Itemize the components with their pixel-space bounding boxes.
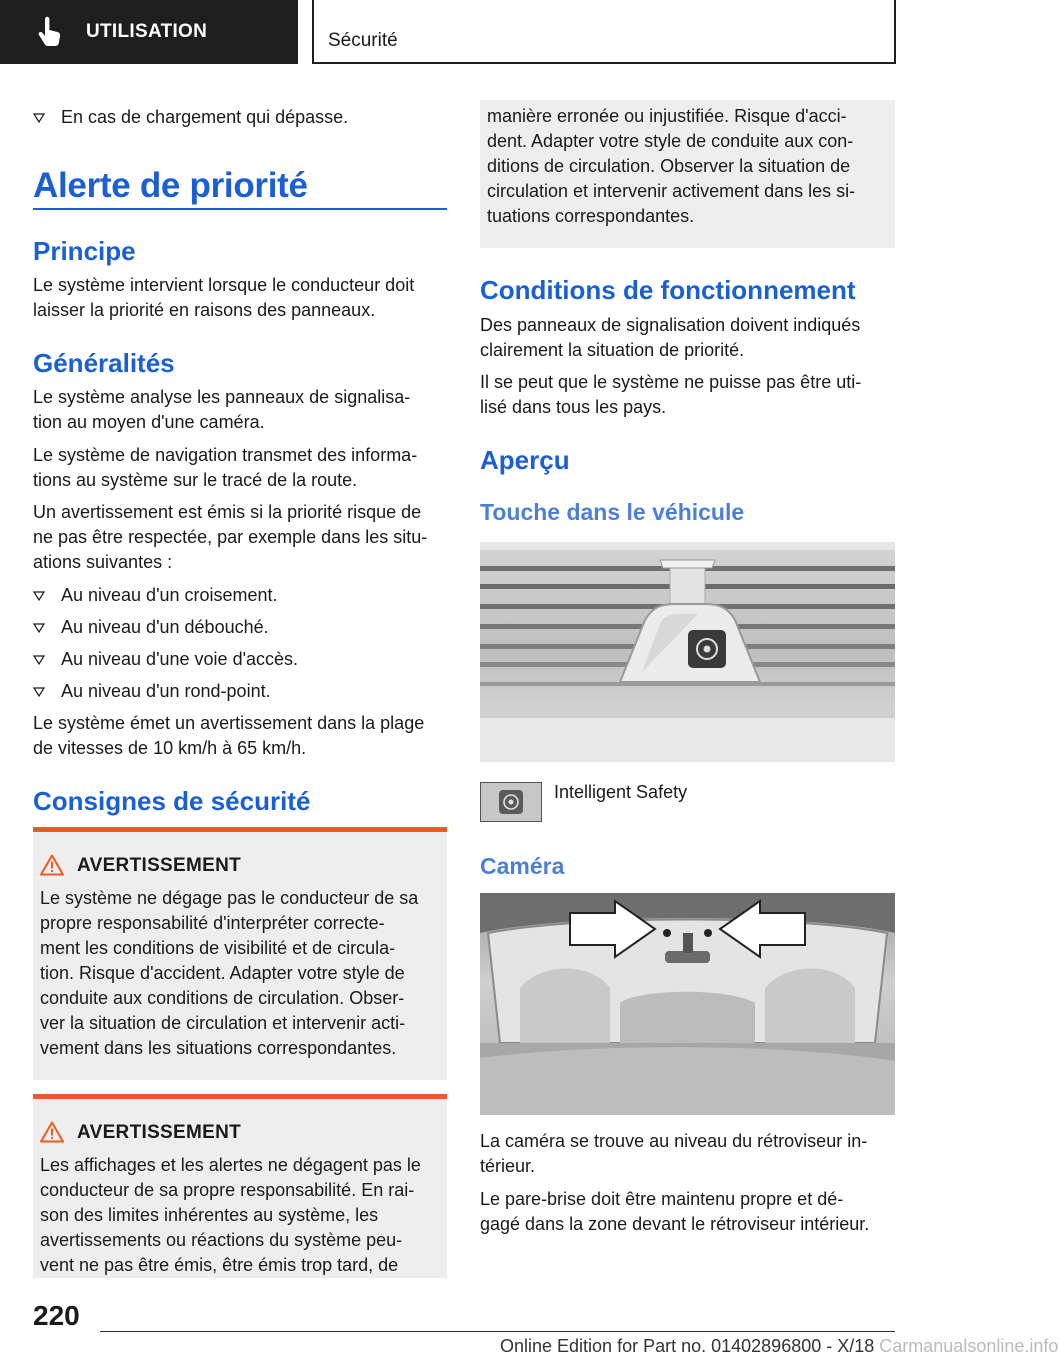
paragraph-generalites-4: Le système émet un avertissement dans la plage de vitesses de 10 km/h à 65 km/h. — [33, 713, 425, 758]
section-tab — [0, 0, 298, 64]
title-divider — [33, 208, 447, 210]
heading-generalites: Généralités — [33, 348, 175, 378]
heading-touche: Touche dans le véhicule — [480, 499, 745, 525]
section-label: UTILISATION — [86, 21, 208, 42]
button-label: Intelligent Safety — [554, 782, 688, 802]
warning-text: Les affichages et les alertes ne dégagent pas le conducteur de sa propre responsabilité. En rai‐ son des limites inhérentes au système, les avertissements ou réactions du système peu‐ vent ne pas être émis, être émis trop tard, de — [40, 1155, 421, 1275]
heading-camera: Caméra — [480, 853, 565, 879]
page-title: Alerte de priorité — [33, 166, 308, 205]
triangle-bullet-icon — [33, 113, 45, 123]
intelligent-safety-icon — [481, 783, 541, 821]
heading-apercu: Aperçu — [480, 445, 570, 475]
triangle-bullet-icon — [33, 591, 45, 601]
paragraph-conditions-1: Des panneaux de signalisation doivent indiqués clairement la situation de priorité. — [480, 315, 861, 360]
warning-bar — [33, 827, 447, 832]
warning-text: Le système ne dégage pas le conducteur de sa propre responsabilité d'interpréter correcte‐ ment les conditions de visibilité et de circula‐ tion. Risque d'accident. Adapter votre style de conduite aux conditions de circulation. Obser‐ ver la situation de circulation et intervenir acti‐ vement dans les situations correspondantes. — [40, 888, 419, 1058]
triangle-bullet-icon — [33, 655, 45, 665]
chapter-label: Sécurité — [328, 30, 398, 51]
warning-triangle-icon — [40, 1121, 64, 1143]
footer-text — [500, 1336, 1058, 1357]
warning-bar — [33, 1094, 447, 1099]
warning-title: AVERTISSEMENT — [77, 1122, 242, 1143]
triangle-bullet-icon — [33, 623, 45, 633]
watermark-text: Carmanualsonline.info — [879, 1336, 1058, 1356]
heading-consignes: Consignes de sécurité — [33, 786, 311, 816]
warning-text: manière erronée ou injustifiée. Risque d'acci‐ dent. Adapter votre style de conduite aux con‐ ditions de circulation. Observer la situation de circulation et intervenir activement dans les si‐ tuations correspondantes. — [487, 106, 856, 226]
paragraph-generalites-2: Le système de navigation transmet des informa‐ tions au système sur le tracé de la route. — [33, 445, 418, 490]
edition-text: Online Edition for Part no. 01402896800 - X/18 — [500, 1336, 875, 1356]
paragraph-camera-1: La caméra se trouve au niveau du rétroviseur in‐ térieur. — [480, 1131, 868, 1176]
paragraph-camera-2: Le pare-brise doit être maintenu propre et dé‐ gagé dans la zone devant le rétroviseur intérieur. — [480, 1189, 870, 1234]
triangle-bullet-icon — [33, 687, 45, 697]
heading-conditions: Conditions de fonctionnement — [480, 275, 856, 305]
page-number: 220 — [33, 1300, 80, 1331]
heading-principe: Principe — [33, 236, 136, 266]
chapter-tab — [312, 0, 896, 64]
warning-box — [33, 1094, 447, 1278]
vehicle-button-image — [480, 542, 895, 762]
hand-pointer-icon — [36, 17, 64, 47]
warning-box-continued — [480, 100, 895, 248]
paragraph-generalites-1: Le système analyse les panneaux de signalisa‐ tion au moyen d'une caméra. — [33, 387, 411, 432]
warning-box — [33, 827, 447, 1080]
intelligent-safety-button — [480, 782, 542, 822]
paragraph-principe: Le système intervient lorsque le conducteur doit laisser la priorité en raisons des panneaux. — [33, 275, 415, 320]
camera-image — [480, 893, 895, 1115]
paragraph-conditions-2: Il se peut que le système ne puisse pas être uti‐ lisé dans tous les pays. — [480, 372, 862, 417]
footer-divider — [100, 1331, 895, 1332]
paragraph-generalites-3: Un avertissement est émis si la priorité risque de ne pas être respectée, par exemple dans les situ‐ ations suivantes : — [33, 502, 428, 572]
warning-triangle-icon — [40, 854, 64, 876]
warning-title: AVERTISSEMENT — [77, 855, 242, 876]
